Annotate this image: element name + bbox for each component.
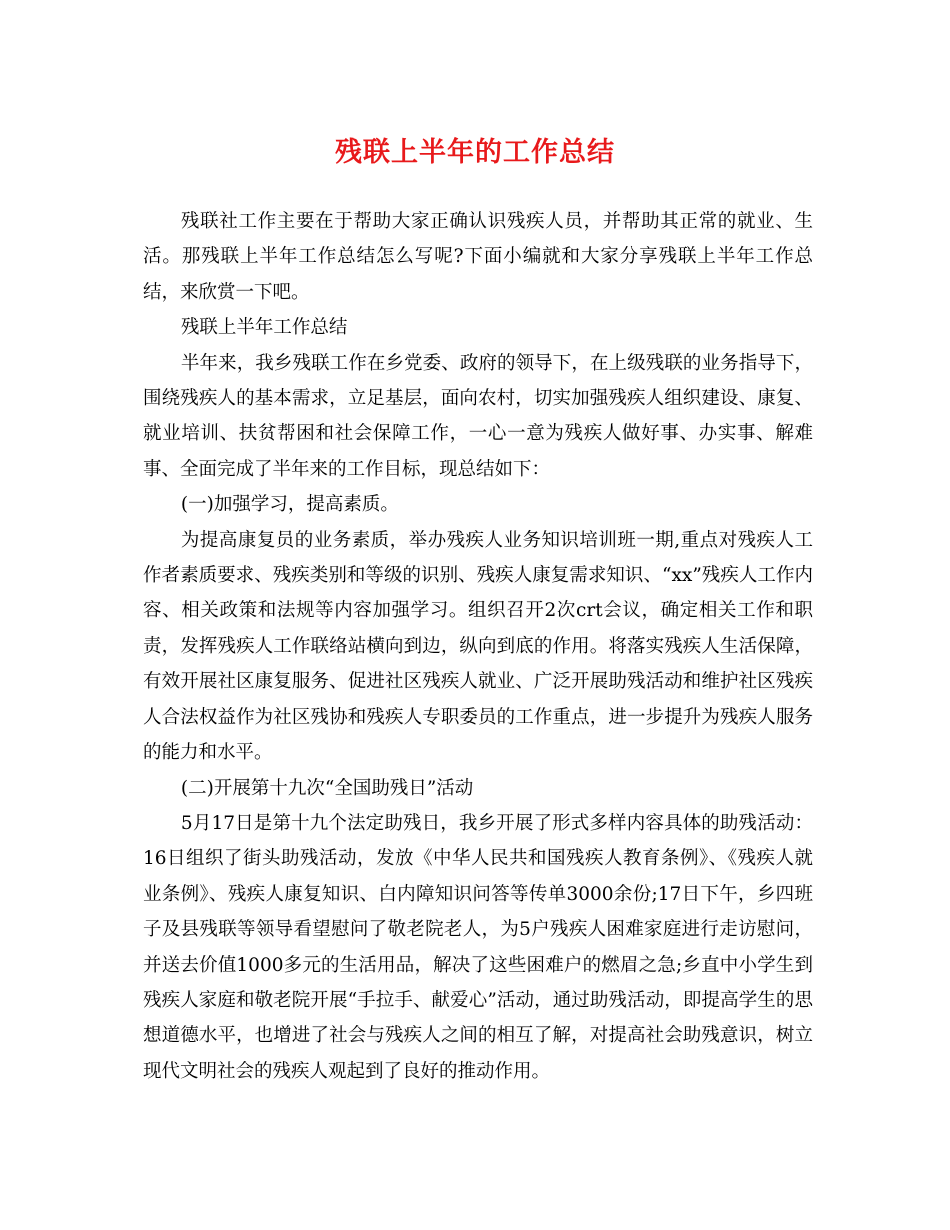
activity-paragraph: 5月17日是第十九个法定助残日，我乡开展了形式多样内容具体的助残活动：16日组织了街头助残活动，发放《中华人民共和国残疾人教育条例》、《残疾人就业条例》、残疾人康复知识、白内障知识问答等传单3000余份;17日下午，乡四班子及县残联等领导看望慰问了敬老院老人，为5户残疾人困难家庭进行走访慰问，并送去价值1000多元的生活用品，解决了这些困难户的燃眉之急;乡直中小学生到残疾人家庭和敬老院开展“手拉手、献爱心”活动，通过助残活动，即提高学生的思想道德水平，也增进了社会与残疾人之间的相互了解，对提高社会助残意识，树立现代文明社会的残疾人观起到了良好的推动作用。 bbox=[143, 812, 813, 1082]
subsection-heading-1: (一)加强学习，提高素质。 bbox=[180, 494, 399, 516]
overview-paragraph: 半年来，我乡残联工作在乡党委、政府的领导下，在上级残联的业务指导下，围绕残疾人的基本需求，立足基层，面向农村，切实加强残疾人组织建设、康复、就业培训、扶贫帮困和社会保障工作，一心一意为残疾人做好事、办实事、解难事、全面完成了半年来的工作目标，现总结如下： bbox=[143, 352, 813, 480]
intro-paragraph: 残联社工作主要在于帮助大家正确认识残疾人员，并帮助其正常的就业、生活。那残联上半年工作总结怎么写呢?下面小编就和大家分享残联上半年工作总结，来欣赏一下吧。 bbox=[143, 211, 813, 303]
document-title: 残联上半年的工作总结 bbox=[335, 137, 615, 168]
subsection-heading-2: (二)开展第十九次“全国助残日”活动 bbox=[180, 777, 474, 799]
section-heading: 残联上半年工作总结 bbox=[180, 317, 348, 339]
document-body bbox=[143, 204, 813, 1089]
study-paragraph: 为提高康复员的业务素质，举办残疾人业务知识培训班一期,重点对残疾人工作者素质要求、残疾类别和等级的识别、残疾人康复需求知识、“xx”残疾人工作内容、相关政策和法规等内容加强学习。组织召开2次crt会议，确定相关工作和职责，发挥残疾人工作联络站横向到边，纵向到底的作用。将落实残疾人生活保障，有效开展社区康复服务、促进社区残疾人就业、广泛开展助残活动和维护社区残疾人合法权益作为社区残协和残疾人专职委员的工作重点，进一步提升为残疾人服务的能力和水平。 bbox=[143, 529, 813, 764]
